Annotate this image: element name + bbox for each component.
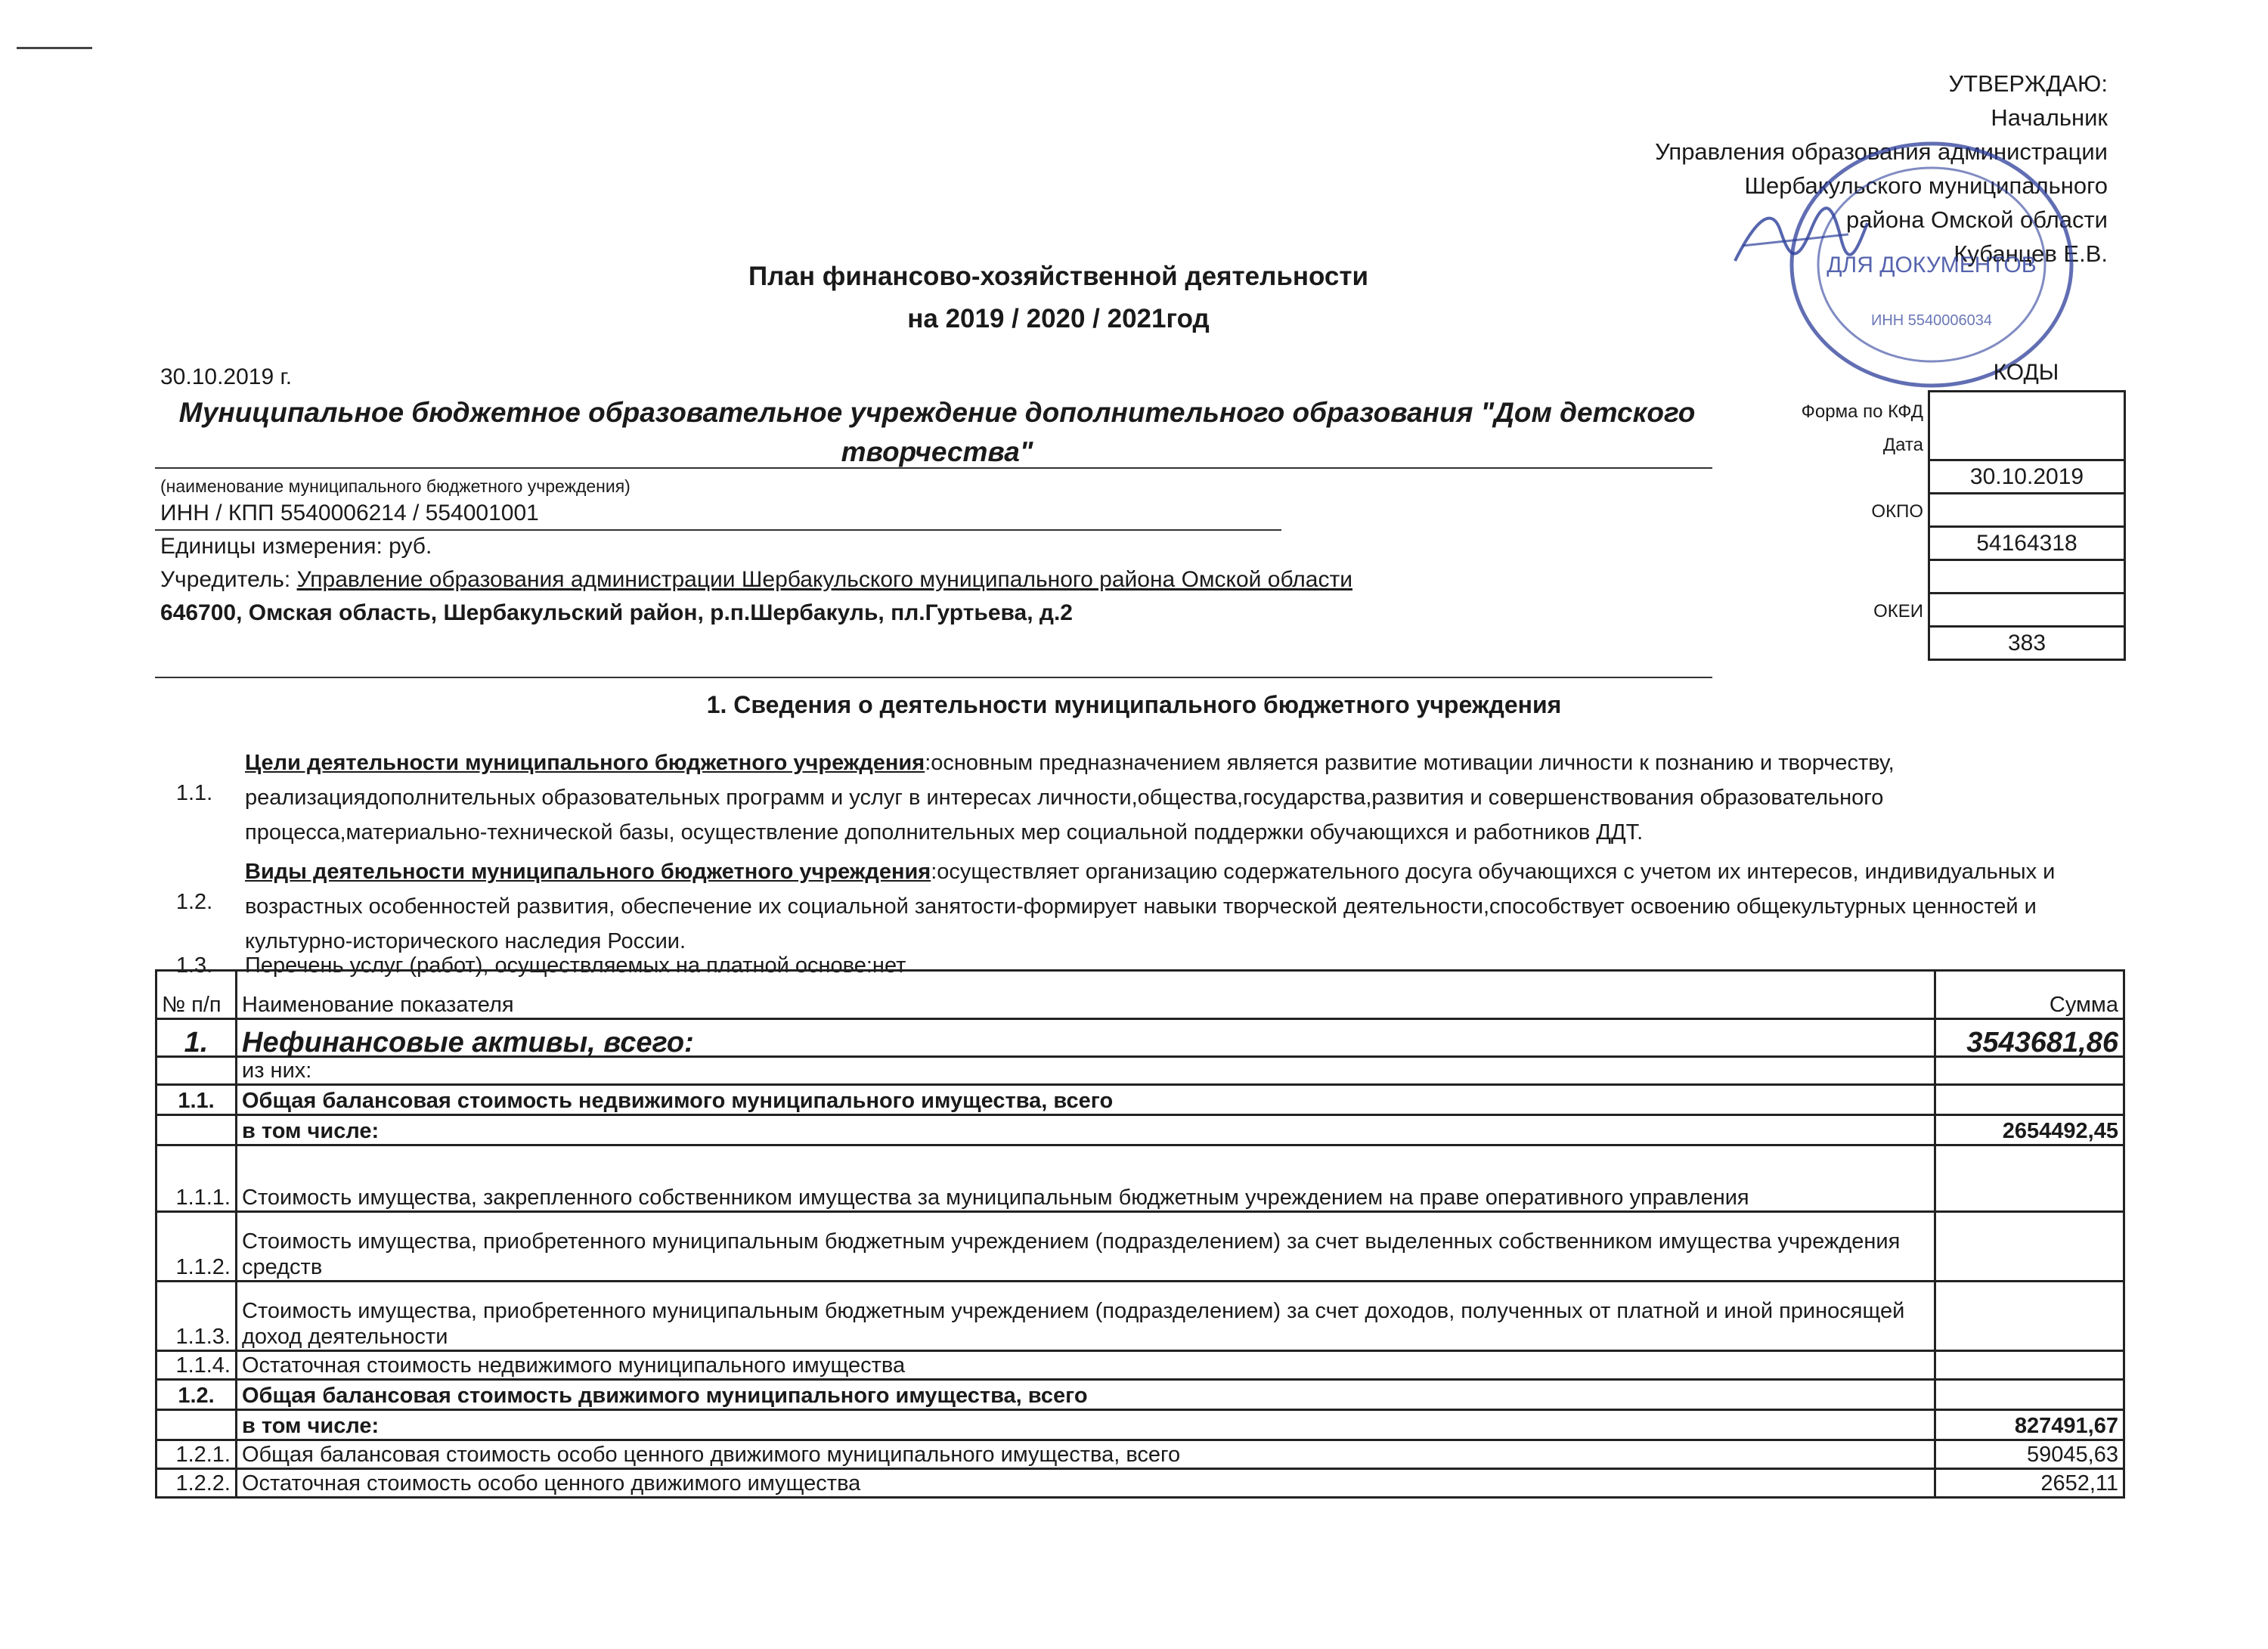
founder-label: Учредитель: [160, 567, 297, 592]
table-row [156, 1057, 2124, 1085]
header-cell: № п/п [156, 971, 237, 1019]
approval-line: Шербакульского муниципального [1744, 172, 2108, 199]
row-sum [1935, 1212, 2124, 1282]
paragraph-body: :основным предназначением является развитие мотивации личности к познанию и творчеству, реализациядополнительных образовательных программ и услуг в интересах личности,общества,государства,развития и совершенствования образовательного процесса,материально-технической базы, осуществление дополнительных мер социальной поддержки обучающихся и работников ДДТ. [245, 751, 1895, 845]
approval-signer: Кубанцев Е.В. [1954, 240, 2108, 267]
table-row [156, 1212, 2124, 1282]
table-row [156, 1115, 2124, 1145]
code-value: 383 [1929, 627, 2125, 660]
row-number: 1. [156, 1019, 237, 1057]
code-label [1663, 556, 1923, 590]
founder [160, 567, 1352, 593]
row-sum: 827491,67 [1935, 1410, 2124, 1440]
row-name: из них: [237, 1057, 1935, 1085]
table-row [156, 1351, 2124, 1380]
table-row [156, 1380, 2124, 1410]
paragraph-text: Перечень услуг (работ), осуществляемых на платной основе:нет [245, 953, 906, 978]
row-sum: 2654492,45 [1935, 1115, 2124, 1145]
row-number: 1.2.2. [156, 1469, 237, 1498]
row-sum [1935, 1145, 2124, 1212]
paragraph-heading: Цели деятельности муниципального бюджетного учреждения [245, 751, 925, 775]
row-sum: 2652,11 [1935, 1469, 2124, 1498]
founder-value: Управление образования администрации Шербакульского муниципального района Омской области [296, 567, 1352, 592]
table-row [156, 1019, 2124, 1057]
row-name: Остаточная стоимость особо ценного движимого имущества [237, 1469, 1935, 1498]
code-value [1929, 494, 2125, 527]
code-value [1929, 594, 2125, 627]
row-sum: 59045,63 [1935, 1440, 2124, 1469]
row-name: Общая балансовая стоимость особо ценного движимого муниципального имущества, всего [237, 1440, 1935, 1469]
row-number: 1.2.1. [156, 1440, 237, 1469]
row-sum [1935, 1085, 2124, 1115]
paragraph-heading: Виды деятельности муниципального бюджетного учреждения [245, 860, 931, 884]
table-row [156, 1145, 2124, 1212]
scan-mark [17, 47, 92, 49]
title-line-1: План финансово-хозяйственной деятельности [748, 262, 1369, 291]
divider [155, 529, 1281, 531]
units: Единицы измерения: руб. [160, 534, 432, 559]
code-label: Форма по КФД [1801, 401, 1923, 422]
code-label: ОКПО [1871, 501, 1923, 522]
address: 646700, Омская область, Шербакульский район, р.п.Шербакуль, пл.Гуртьева, д.2 [160, 600, 1073, 625]
codes-table [1928, 390, 2126, 661]
table-row [156, 1282, 2124, 1351]
row-name: Стоимость имущества, приобретенного муниципальным бюджетным учреждением (подразделением) за счет выделенных собственником имущества учреждения средств [237, 1212, 1935, 1282]
paragraph-body: :осуществляет организацию содержательного досуга обучающихся с учетом их интересов, индивидуальных и возрастных особенностей развития, обеспечение их социальной занятости-формирует навыки творческой деятельности,способствует освоению общекультурных ценностей и культурно-исторического наследия России. [245, 860, 2056, 953]
row-name: Стоимость имущества, приобретенного муниципальным бюджетным учреждением (подразделением) за счет доходов, полученных от платной и иной приносящей доход деятельности [237, 1282, 1935, 1351]
section-title: 1. Сведения о деятельности муниципального бюджетного учреждения [706, 691, 1562, 718]
row-sum [1935, 1351, 2124, 1380]
divider [155, 467, 1712, 469]
row-number: 1.1.2. [156, 1212, 237, 1282]
stamp-inn: ИНН 5540006034 [1870, 312, 1993, 329]
row-name: Стоимость имущества, закрепленного собственником имущества за муниципальным бюджетным учреждением на праве оперативного управления [237, 1145, 1935, 1212]
row-number: 1.2. [156, 1380, 237, 1410]
code-value [1929, 392, 2125, 460]
table-row [156, 1440, 2124, 1469]
page-title [0, 256, 2117, 340]
divider [155, 677, 1712, 678]
code-labels [1663, 390, 1923, 623]
code-value: 54164318 [1929, 527, 2125, 560]
code-label: Дата [1882, 435, 1923, 455]
row-sum [1935, 1057, 2124, 1085]
row-name: Нефинансовые активы, всего: [237, 1019, 1935, 1057]
title-line-2: на 2019 / 2020 / 2021год [907, 304, 1210, 333]
row-name: в том числе: [237, 1410, 1935, 1440]
paragraph-1-1 [160, 745, 2118, 853]
row-sum: 3543681,86 [1935, 1019, 2124, 1057]
code-label [1663, 457, 1923, 490]
organization-name: Муниципальное бюджетное образовательное учреждение дополнительного образования "Дом детского творчества" [178, 397, 1696, 467]
table-row [156, 1410, 2124, 1440]
paragraph-1-2 [160, 854, 2118, 962]
approval-line: УТВЕРЖДАЮ: [1948, 70, 2108, 97]
row-number [156, 1057, 237, 1085]
row-number: 1.1.3. [156, 1282, 237, 1351]
row-number [156, 1115, 237, 1145]
paragraph-number: 1.1. [175, 781, 213, 805]
approval-line: Управления образования администрации [1655, 138, 2108, 165]
approval-line: Начальник [1991, 104, 2108, 131]
paragraph-text [245, 854, 2118, 959]
code-label: ОКЕИ [1873, 601, 1923, 621]
row-number: 1.1.4. [156, 1351, 237, 1380]
inn-kpp: ИНН / КПП 5540006214 / 554001001 [160, 501, 539, 525]
code-label [1663, 523, 1923, 556]
row-name: в том числе: [237, 1115, 1935, 1145]
table-header-row [156, 971, 2124, 1019]
organization-name-caption: (наименование муниципального бюджетного учреждения) [160, 476, 631, 496]
row-number: 1.1.1. [156, 1145, 237, 1212]
document-date: 30.10.2019 г. [160, 364, 293, 389]
row-sum [1935, 1380, 2124, 1410]
row-name: Общая балансовая стоимость движимого муниципального имущества, всего [237, 1380, 1935, 1410]
header-cell: Наименование показателя [237, 971, 1935, 1019]
indicators-table [155, 969, 2125, 1499]
row-number: 1.1. [156, 1085, 237, 1115]
stamp-text: ДЛЯ ДОКУМЕНТОВ [1826, 253, 2037, 277]
table-row [156, 1085, 2124, 1115]
approval-line: района Омской области [1846, 206, 2108, 233]
code-value: 30.10.2019 [1929, 460, 2125, 494]
codes-header: КОДЫ [1993, 360, 2059, 385]
row-number [156, 1410, 237, 1440]
row-name: Общая балансовая стоимость недвижимого муниципального имущества, всего [237, 1085, 1935, 1115]
paragraph-number: 1.2. [175, 890, 213, 914]
paragraph-text [245, 745, 2118, 850]
row-sum [1935, 1282, 2124, 1351]
paragraph-number: 1.3. [175, 953, 213, 978]
code-value [1929, 560, 2125, 594]
header-cell: Сумма [1935, 971, 2124, 1019]
row-name: Остаточная стоимость недвижимого муниципального имущества [237, 1351, 1935, 1380]
table-row [156, 1469, 2124, 1498]
